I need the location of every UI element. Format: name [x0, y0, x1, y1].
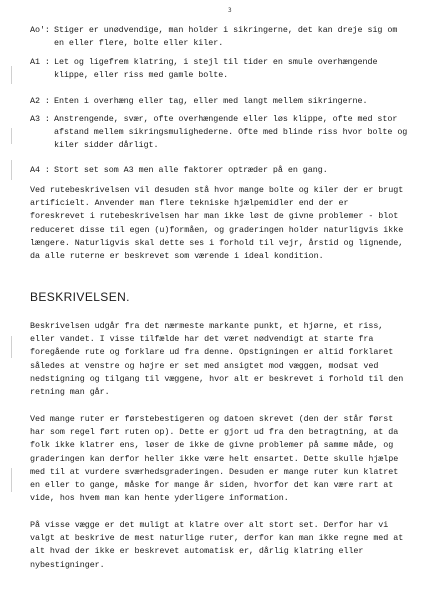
grade-code: A2 :: [30, 96, 50, 106]
page-number: 3: [228, 7, 232, 14]
grade-code: Ao':: [30, 25, 50, 35]
grade-code: A4 :: [30, 165, 50, 175]
grade-entry-ao: [30, 24, 408, 50]
grade-code: A1 :: [30, 57, 50, 67]
grade-description: Anstrengende, svær, ofte overhængende eller løs klippe, ofte med stor afstand mellem sikringsmulighederne. Ofte med blinde riss hvor bolte og kiler sidder dårligt.: [54, 114, 408, 151]
paragraph-first-ascent: Ved mange ruter er førstebestigeren og datoen skrevet (den der står først har som regel ført ruten op). Dette er gjort ud fra den betragtning, at da folk ikke klatrer ens, løser de ikke de givne problemer på samme måde, og graderingen kan derfor heller ikke være helt ensartet. Dette skulle hjælpe med til at vurdere sværhedsgraderingen. Desuden er mange ruter kun klatret en eller to gange, måske for mange år siden, hvorfor det kan være rart at vide, hos hvem man kan hente yderligere information.: [30, 414, 399, 504]
paragraph-description-start: Beskrivelsen udgår fra det nærmeste markante punkt, et hjørne, et riss, eller vandet. I visse tilfælde har det været nødvendigt at starte fra foregående rute og forklare ud fra denne. Opstigningen er altid forklaret således at venstre og højre er set med ansigtet mod væggen, modsat ved nedstigning og tilgang til væggene, hvor alt er beskrevet i forhold til den retning man går.: [30, 321, 404, 398]
grade-description: Enten i overhæng eller tag, eller med langt mellem sikringerne.: [54, 96, 368, 106]
grade-description: Stiger er unødvendige, man holder i sikringerne, det kan dreje sig om en eller flere, bolte eller kiler.: [54, 25, 398, 49]
grade-description: Let og ligefrem klatring, i stejl til tider en smule overhængende klippe, eller riss med gamle bolte.: [54, 57, 378, 81]
grade-entry-a3: [30, 113, 408, 153]
grade-entry-a2: [30, 95, 408, 108]
grade-entry-a1: [30, 56, 408, 82]
section-heading: BESKRIVELSEN.: [30, 290, 130, 304]
paragraph-walls: På visse vægge er det muligt at klatre over alt stort set. Derfor har vi valgt at beskrive de mest naturlige ruter, derfor kan man ikke regne med at alt hvad der ikke er beskrevet automatisk er, dårlig klatring eller nybestigninger.: [30, 520, 404, 570]
grade-entry-a4: [30, 164, 408, 177]
grade-code: A3 :: [30, 114, 50, 124]
paragraph-route-aids: Ved rutebeskrivelsen vil desuden stå hvor mange bolte og kiler der er brugt artificielt. Anvender man flere tekniske hjælpemidler end der er foreskrevet i rutebeskrivelsen har man ikke løst de givne problemer - blot reduceret disse til egen (u)formåen, og graderingen holder naturligvis ikke længere. Naturligvis skal dette ses i forhold til vejr, årstid og lignende, da alle ruterne er beskrevet som værende i ideal kondition.: [30, 185, 404, 262]
grade-description: Stort set som A3 men alle faktorer optræder på en gang.: [54, 165, 328, 175]
